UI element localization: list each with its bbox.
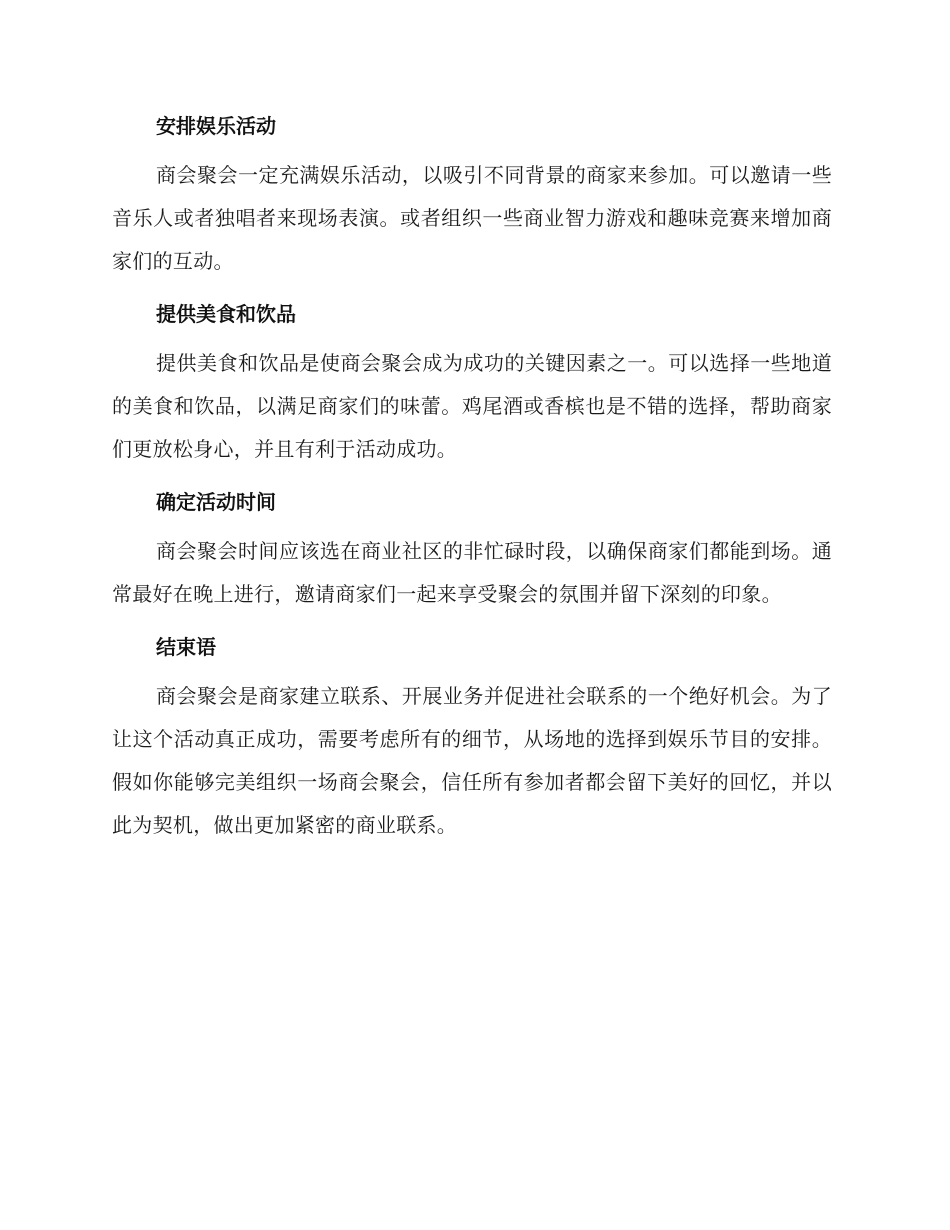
section-paragraph-conclusion: 商会聚会是商家建立联系、开展业务并促进社会联系的一个绝好机会。为了让这个活动真正成功，需要考虑所有的细节，从场地的选择到娱乐节目的安排。假如你能够完美组织一场商会聚会，信任所有参加者都会留下美好的回忆，并以此为契机，做出更加紧密的商业联系。 [112,684,832,837]
section-heading-conclusion: 结束语 [156,635,216,659]
section-paragraph-food-drinks: 提供美食和饮品是使商会聚会成为成功的关键因素之一。可以选择一些地道的美食和饮品，以满足商家们的味蕾。鸡尾酒或香槟也是不错的选择，帮助商家们更放松身心，并且有利于活动成功。 [112,351,832,461]
document-body [112,106,832,858]
section-paragraph-event-time: 商会聚会时间应该选在商业社区的非忙碌时段，以确保商家们都能到场。通常最好在晚上进行，邀请商家们一起来享受聚会的氛围并留下深刻的印象。 [112,539,832,606]
section-heading-food-drinks: 提供美食和饮品 [156,302,296,326]
section-heading-event-time: 确定活动时间 [156,490,276,514]
section-paragraph-entertainment: 商会聚会一定充满娱乐活动，以吸引不同背景的商家来参加。可以邀请一些音乐人或者独唱者来现场表演。或者组织一些商业智力游戏和趣味竞赛来增加商家们的互动。 [112,163,832,273]
section-heading-entertainment: 安排娱乐活动 [156,114,276,138]
